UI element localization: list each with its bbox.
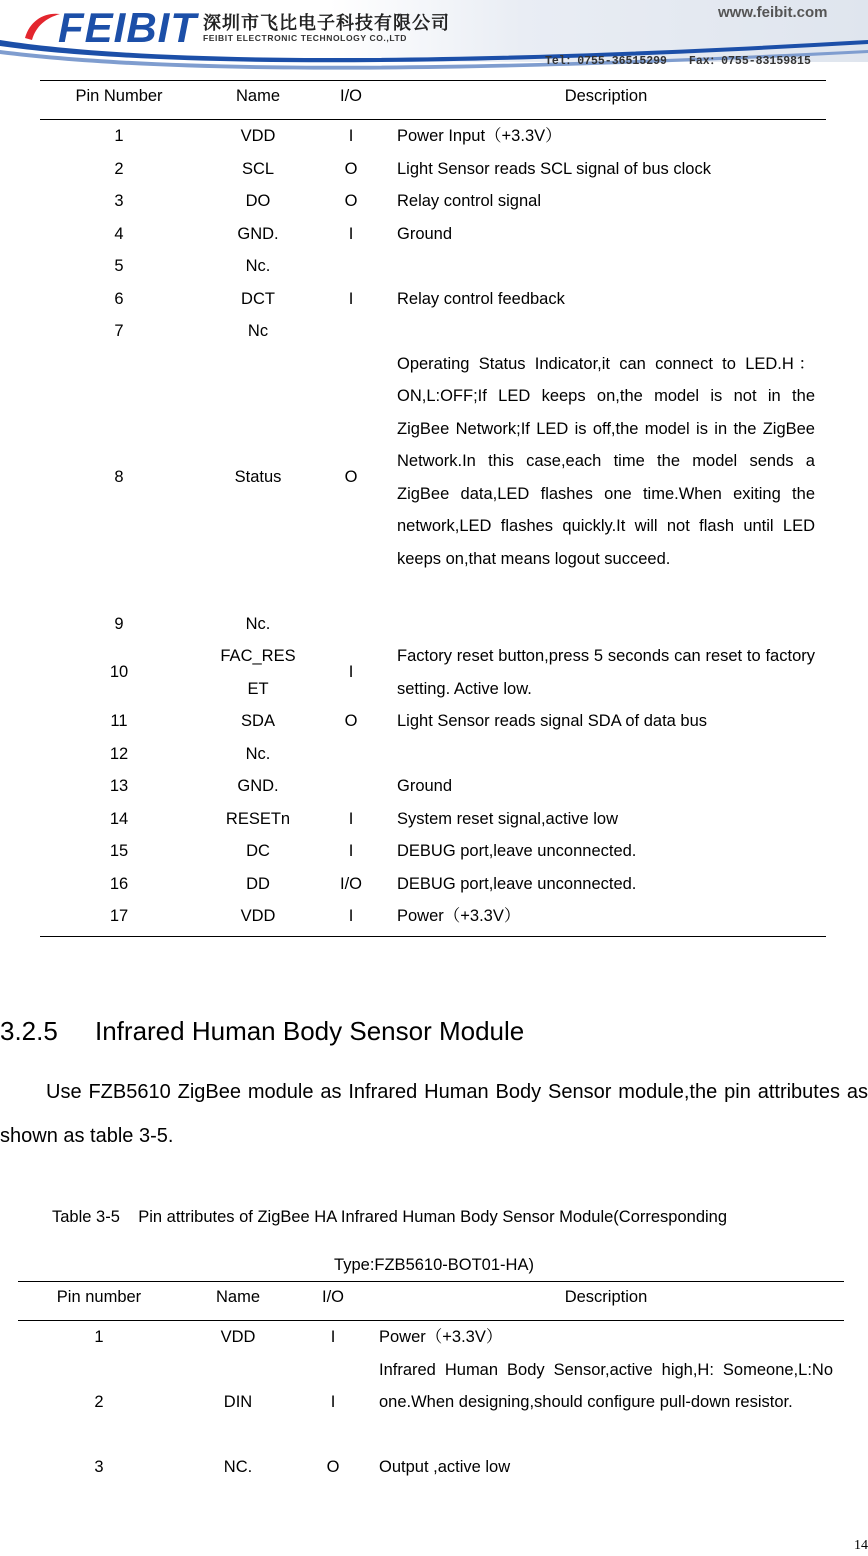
- pin-number-cell: 6: [114, 289, 124, 308]
- fax: Fax：0755-83159815: [688, 55, 811, 68]
- pin-io-cell: O: [344, 712, 358, 730]
- pin-name-cell: SDA: [241, 712, 275, 730]
- pin-number-cell: 3: [114, 192, 124, 210]
- pin-name-cell: VDD: [220, 1328, 256, 1346]
- pin-name-cell: SCL: [241, 159, 275, 178]
- pin-number-cell: 16: [109, 874, 129, 893]
- pin-name-cell: DD: [246, 874, 270, 893]
- pin-number-cell: 4: [114, 224, 124, 243]
- pin-name-cell: DC: [246, 842, 270, 860]
- pin-name-cell: Nc: [247, 322, 269, 340]
- company-website: www.feibit.com: [718, 4, 828, 21]
- pin-number-cell: 17: [109, 907, 129, 925]
- telephone: Tel：0755-36515299: [545, 55, 667, 68]
- pin-io-cell: O: [326, 1458, 340, 1476]
- table2-header-description: Description: [564, 1288, 648, 1306]
- pin-name-cell: DCT: [241, 289, 275, 308]
- company-name-english: FEIBIT ELECTRONIC TECHNOLOGY CO.,LTD: [203, 33, 408, 43]
- pin-description-cell: DEBUG port,leave unconnected.: [397, 842, 637, 860]
- pin-name-cell: VDD: [240, 127, 276, 145]
- pin-io-cell: O: [344, 159, 358, 178]
- pin-io-cell: I: [348, 224, 354, 243]
- pin-description-cell: Power（+3.3V）: [379, 1328, 503, 1346]
- pin-number-cell: 3: [94, 1458, 104, 1476]
- pin-io-cell: I: [348, 127, 354, 145]
- section-number: 3.2.5: [0, 1016, 58, 1046]
- pin-io-cell: I: [348, 289, 354, 308]
- pin-name-cell: NC.: [223, 1458, 253, 1476]
- pin-description-cell: Power（+3.3V）: [397, 907, 521, 925]
- pin-number-cell: 2: [114, 159, 124, 178]
- pin-io-cell: I: [348, 663, 354, 682]
- pin-number-cell: 13: [109, 777, 129, 795]
- pin-number-cell: 10: [109, 663, 129, 682]
- header-description: Description: [564, 87, 648, 105]
- pin-number-cell: 2: [94, 1393, 104, 1411]
- table2-header-io: I/O: [321, 1288, 344, 1306]
- pin-name-cell: DO: [245, 192, 271, 210]
- section-title: Infrared Human Body Sensor Module: [95, 1016, 525, 1046]
- pin-description-cell: Ground: [397, 777, 453, 795]
- pin-description-cell: Light Sensor reads SCL signal of bus clock: [397, 159, 711, 178]
- pin-name-cell: DIN: [223, 1393, 253, 1411]
- pin-name-cell: Nc.: [245, 614, 271, 633]
- pin-number-cell: 11: [110, 712, 128, 730]
- pin-name-cell: GND.: [237, 224, 279, 243]
- pin-description-cell: Ground: [397, 224, 453, 243]
- pin-number-cell: 5: [114, 257, 124, 275]
- pin-io-cell: O: [344, 192, 358, 210]
- pin-description-cell: DEBUG port,leave unconnected.: [397, 874, 637, 893]
- pin-name-cell: RESETn: [225, 809, 291, 828]
- pin-io-cell: I: [348, 809, 354, 828]
- pin-io-cell: I: [330, 1393, 336, 1411]
- pin-name-cell: VDD: [240, 907, 276, 925]
- pin-description-cell: Light Sensor reads signal SDA of data bus: [397, 712, 708, 730]
- pin-io-cell: I/O: [339, 874, 362, 893]
- pin-description-cell: Operating Status Indicator,it can connect to LED.H：ON,L:OFF;If LED keeps on,the model is not in the ZigBee Network;If LED is off,the model is in the ZigBee Network.In this case,each time the model sends a ZigBee data,LED flashes one time.When exiting the network,LED flashes quickly.It will not flash until LED keeps on,that means logout succeed.: [397, 354, 815, 568]
- company-logo: FEIBIT: [58, 4, 197, 51]
- pin-number-cell: 12: [109, 744, 129, 763]
- pin-description-cell: Power Input（+3.3V）: [397, 127, 562, 145]
- pin-io-cell: I: [348, 907, 354, 925]
- pin-number-cell: 7: [114, 322, 124, 340]
- pin-name-cell: FAC_RESET: [220, 647, 296, 698]
- pin-description-cell: Factory reset button,press 5 seconds can reset to factory setting. Active low.: [397, 647, 815, 698]
- pin-io-cell: I: [330, 1328, 336, 1346]
- company-name-chinese: 深圳市飞比电子科技有限公司: [203, 13, 450, 34]
- page-number: 14: [854, 1538, 868, 1553]
- table2-header-pin-number: Pin number: [56, 1288, 142, 1306]
- table-caption-line1: Table 3-5 Pin attributes of ZigBee HA Infrared Human Body Sensor Module(Corresponding: [52, 1208, 728, 1226]
- header-name: Name: [235, 87, 280, 105]
- pin-number-cell: 1: [114, 127, 124, 145]
- pin-number-cell: 15: [109, 842, 129, 860]
- pin-io-cell: I: [348, 842, 354, 860]
- header-pin-number: Pin Number: [75, 87, 163, 105]
- pin-name-cell: Nc.: [245, 744, 271, 763]
- pin-description-cell: Infrared Human Body Sensor,active high,H: Someone,L:No one.When designing,should configure pull-down resistor.: [379, 1360, 833, 1411]
- paragraph-text: Use FZB5610 ZigBee module as Infrared Human Body Sensor module,the pin attributes as shown as table 3-5.: [0, 1081, 868, 1147]
- pin-description-cell: Relay control feedback: [397, 289, 565, 308]
- pin-number-cell: 14: [109, 809, 129, 828]
- pin-description-cell: Relay control signal: [397, 192, 541, 210]
- pin-number-cell: 1: [94, 1328, 104, 1346]
- pin-name-cell: Status: [234, 468, 282, 487]
- pin-description-cell: Output ,active low: [379, 1458, 511, 1476]
- pin-description-cell: System reset signal,active low: [397, 809, 619, 828]
- table2-header-name: Name: [215, 1288, 260, 1306]
- pin-io-cell: O: [344, 468, 358, 487]
- header-io: I/O: [339, 87, 362, 105]
- pin-number-cell: 9: [114, 614, 124, 633]
- table-caption-line2: Type:FZB5610-BOT01-HA): [334, 1256, 534, 1274]
- pin-name-cell: Nc.: [245, 257, 271, 275]
- pin-name-cell: GND.: [237, 777, 279, 795]
- pin-number-cell: 8: [114, 468, 124, 487]
